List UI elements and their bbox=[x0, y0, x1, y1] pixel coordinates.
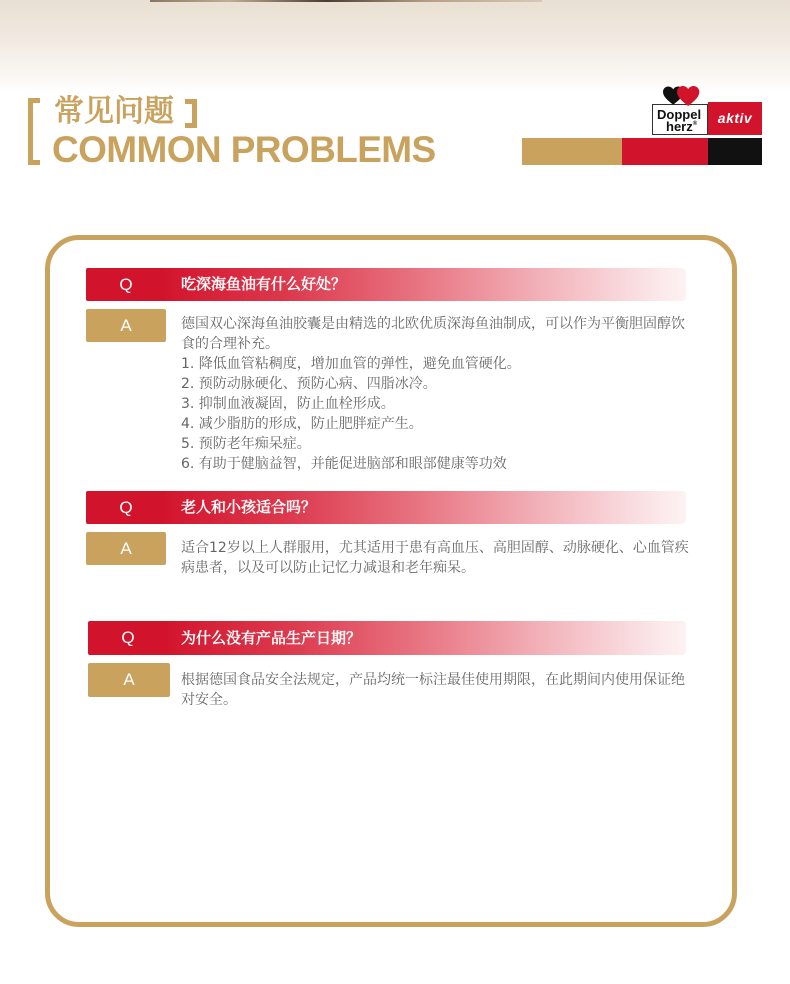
question-text: 老人和小孩适合吗？ bbox=[181, 498, 317, 516]
brand-herz-text: herz bbox=[666, 119, 693, 134]
answer-line: 6. 有助于健脑益智，并能促进脑部和眼部健康等功效 bbox=[181, 456, 507, 472]
brand-tagline: aktiv bbox=[717, 110, 753, 126]
answer-line: 适合12岁以上人群服用，尤其适用于患有高血压、高胆固醇、动脉硬化、心血管疾 bbox=[181, 540, 689, 556]
question-bar bbox=[160, 621, 686, 655]
answer-line: 1. 降低血管粘稠度，增加血管的弹性，避免血管硬化。 bbox=[181, 356, 521, 372]
question-label: Q bbox=[88, 621, 168, 655]
brand-logo bbox=[652, 86, 762, 136]
brand-name-top: Doppel bbox=[657, 107, 702, 122]
answer-line: 对安全。 bbox=[181, 692, 237, 708]
brand-name-box bbox=[652, 104, 708, 135]
brand-tag-box bbox=[708, 102, 762, 135]
question-text: 为什么没有产品生产日期？ bbox=[181, 629, 362, 647]
color-bar-black bbox=[708, 138, 762, 165]
question-text: 吃深海鱼油有什么好处？ bbox=[181, 275, 347, 293]
answer-text bbox=[181, 670, 701, 710]
question-bar bbox=[158, 268, 686, 301]
top-gradient-band bbox=[0, 0, 790, 92]
answer-label: A bbox=[88, 663, 170, 697]
answer-line: 食的合理补充。 bbox=[181, 336, 279, 352]
page-title-chinese: 常见问题 bbox=[54, 94, 174, 129]
answer-text bbox=[181, 538, 701, 578]
answer-line: 病患者，以及可以防止记忆力减退和老年痴呆。 bbox=[181, 560, 475, 576]
right-bracket-decoration bbox=[185, 99, 197, 128]
answer-line: 2. 预防动脉硬化、预防心病、四脂冰冷。 bbox=[181, 376, 437, 392]
answer-line: 根据德国食品安全法规定，产品均统一标注最佳使用期限，在此期间内使用保证绝 bbox=[181, 672, 685, 688]
twin-hearts-icon bbox=[663, 86, 701, 108]
answer-line: 3. 抑制血液凝固，防止血栓形成。 bbox=[181, 396, 395, 412]
question-label: Q bbox=[86, 268, 166, 301]
brand-name-bottom bbox=[666, 120, 697, 133]
answer-label: A bbox=[86, 532, 166, 565]
page-title-english: COMMON PROBLEMS bbox=[52, 129, 436, 170]
answer-label: A bbox=[86, 309, 166, 342]
question-label: Q bbox=[86, 491, 166, 524]
color-bar-gold bbox=[522, 138, 622, 165]
red-heart-shape bbox=[677, 86, 699, 106]
answer-text bbox=[181, 314, 701, 474]
answer-line: 4. 减少脂肪的形成，防止肥胖症产生。 bbox=[181, 416, 423, 432]
top-photo-strip bbox=[150, 0, 542, 2]
registered-mark: ® bbox=[692, 121, 698, 127]
color-bar-red bbox=[622, 138, 708, 165]
answer-line: 德国双心深海鱼油胶囊是由精选的北欧优质深海鱼油制成，可以作为平衡胆固醇饮 bbox=[181, 316, 685, 332]
question-bar bbox=[158, 491, 686, 524]
left-bracket-decoration bbox=[28, 98, 40, 165]
answer-line: 5. 预防老年痴呆症。 bbox=[181, 436, 311, 452]
